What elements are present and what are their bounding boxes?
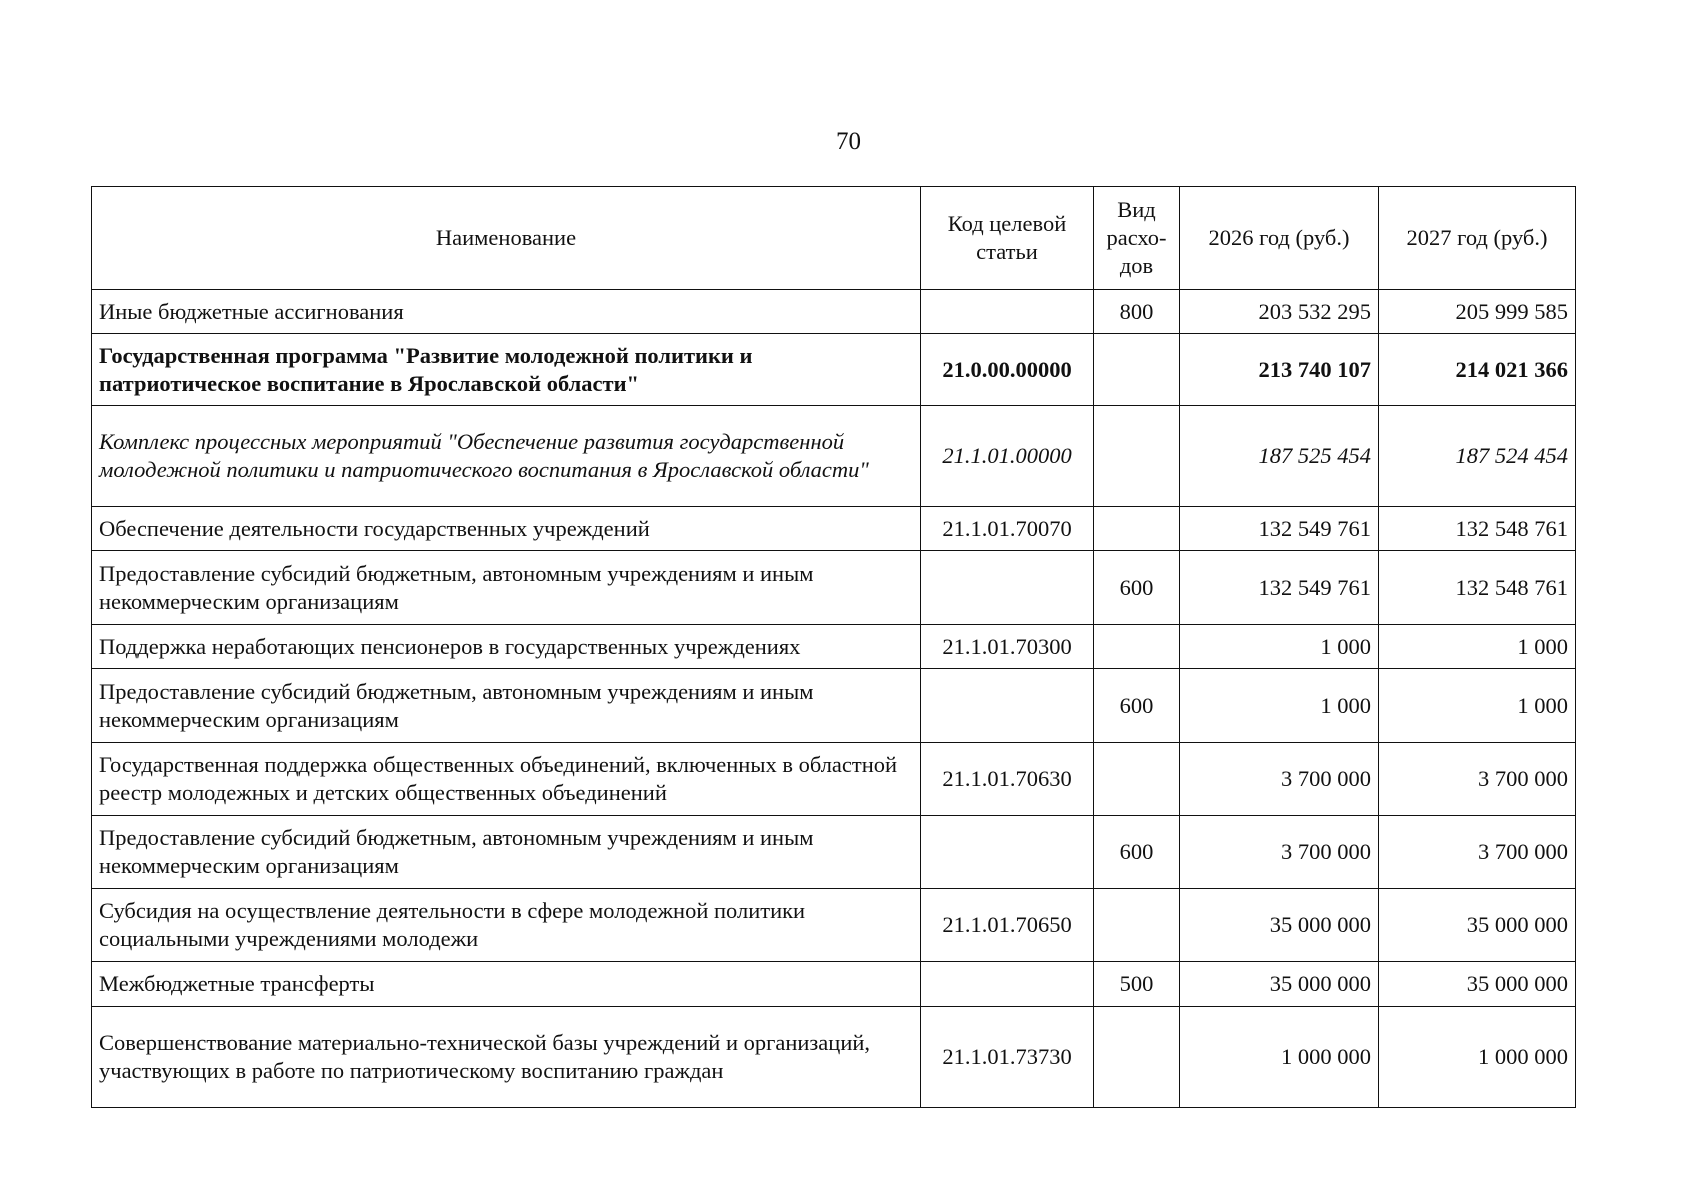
row-expense-type [1094, 507, 1180, 551]
row-code [921, 816, 1094, 889]
table-row [92, 962, 1576, 1007]
table-row [92, 743, 1576, 816]
table-row [92, 1007, 1576, 1108]
row-code [921, 551, 1094, 625]
row-2026: 3 700 000 [1180, 816, 1379, 889]
row-2026: 213 740 107 [1180, 334, 1379, 406]
row-code [921, 962, 1094, 1007]
row-code [921, 290, 1094, 334]
table-row [92, 507, 1576, 551]
table-row [92, 406, 1576, 507]
row-2026: 132 549 761 [1180, 507, 1379, 551]
row-name: Обеспечение деятельности государственных учреждений [92, 507, 921, 551]
row-2027: 35 000 000 [1379, 962, 1576, 1007]
row-2027: 214 021 366 [1379, 334, 1576, 406]
row-code: 21.1.01.70630 [921, 743, 1094, 816]
row-2027: 1 000 [1379, 625, 1576, 669]
row-expense-type [1094, 406, 1180, 507]
row-name: Предоставление субсидий бюджетным, автономным учреждениям и иным некоммерческим организациям [92, 669, 921, 743]
header-name: Наименование [92, 187, 921, 290]
row-2027: 132 548 761 [1379, 507, 1576, 551]
row-name: Государственная программа "Развитие молодежной политики и патриотическое воспитание в Ярославской области" [92, 334, 921, 406]
row-2027: 132 548 761 [1379, 551, 1576, 625]
table-row [92, 669, 1576, 743]
table-row [92, 625, 1576, 669]
row-2026: 1 000 [1180, 669, 1379, 743]
row-name: Совершенствование материально-технической базы учреждений и организаций, участвующих в работе по патриотическому воспитанию граждан [92, 1007, 921, 1108]
row-2027: 205 999 585 [1379, 290, 1576, 334]
row-expense-type [1094, 334, 1180, 406]
row-name: Поддержка неработающих пенсионеров в государственных учреждениях [92, 625, 921, 669]
row-2027: 35 000 000 [1379, 889, 1576, 962]
table-header-row [92, 187, 1576, 290]
row-name: Комплекс процессных мероприятий "Обеспечение развития государственной молодежной политики и патриотического воспитания в Ярославской области" [92, 406, 921, 507]
row-name: Субсидия на осуществление деятельности в сфере молодежной политики социальными учреждениями молодежи [92, 889, 921, 962]
row-code: 21.1.01.70300 [921, 625, 1094, 669]
table-row [92, 334, 1576, 406]
header-2026: 2026 год (руб.) [1180, 187, 1379, 290]
row-2026: 187 525 454 [1180, 406, 1379, 507]
row-2026: 35 000 000 [1180, 889, 1379, 962]
header-expense-type: Вид расхо-дов [1094, 187, 1180, 290]
budget-table [91, 186, 1576, 1108]
row-code: 21.0.00.00000 [921, 334, 1094, 406]
row-name: Предоставление субсидий бюджетным, автономным учреждениям и иным некоммерческим организациям [92, 816, 921, 889]
row-2027: 1 000 [1379, 669, 1576, 743]
page-number: 70 [836, 128, 861, 155]
row-2026: 1 000 [1180, 625, 1379, 669]
row-2027: 3 700 000 [1379, 743, 1576, 816]
row-expense-type [1094, 625, 1180, 669]
row-code: 21.1.01.73730 [921, 1007, 1094, 1108]
row-name: Межбюджетные трансферты [92, 962, 921, 1007]
row-expense-type [1094, 889, 1180, 962]
row-expense-type: 600 [1094, 551, 1180, 625]
row-expense-type [1094, 1007, 1180, 1108]
row-code: 21.1.01.70650 [921, 889, 1094, 962]
row-expense-type: 800 [1094, 290, 1180, 334]
header-code: Код целевой статьи [921, 187, 1094, 290]
row-2027: 187 524 454 [1379, 406, 1576, 507]
row-2026: 35 000 000 [1180, 962, 1379, 1007]
row-2026: 132 549 761 [1180, 551, 1379, 625]
row-expense-type: 600 [1094, 816, 1180, 889]
table-row [92, 816, 1576, 889]
row-2026: 3 700 000 [1180, 743, 1379, 816]
table-row [92, 889, 1576, 962]
row-name: Государственная поддержка общественных объединений, включенных в областной реестр молодежных и детских общественных объединений [92, 743, 921, 816]
row-name: Иные бюджетные ассигнования [92, 290, 921, 334]
row-2027: 3 700 000 [1379, 816, 1576, 889]
row-code: 21.1.01.00000 [921, 406, 1094, 507]
row-2027: 1 000 000 [1379, 1007, 1576, 1108]
row-2026: 203 532 295 [1180, 290, 1379, 334]
row-name: Предоставление субсидий бюджетным, автономным учреждениям и иным некоммерческим организациям [92, 551, 921, 625]
table-row [92, 290, 1576, 334]
row-code [921, 669, 1094, 743]
row-code: 21.1.01.70070 [921, 507, 1094, 551]
row-expense-type: 500 [1094, 962, 1180, 1007]
header-2027: 2027 год (руб.) [1379, 187, 1576, 290]
row-expense-type [1094, 743, 1180, 816]
table-row [92, 551, 1576, 625]
row-2026: 1 000 000 [1180, 1007, 1379, 1108]
row-expense-type: 600 [1094, 669, 1180, 743]
